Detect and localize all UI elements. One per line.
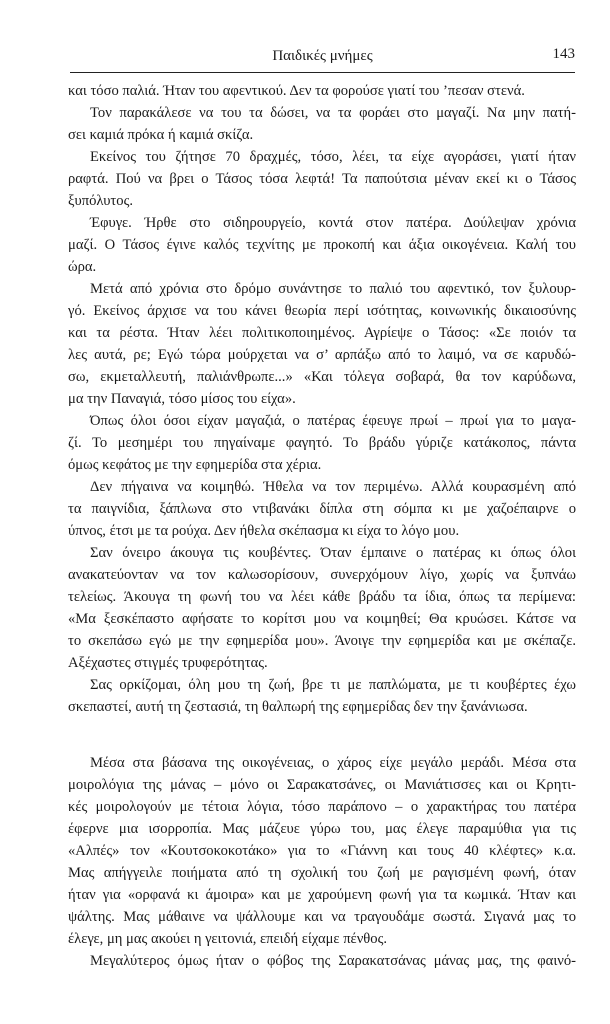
text-line: ώρα. [68, 259, 97, 275]
text-line: Τον παρακάλεσε να του τα δώσει, να τα φοράει στο μαγαζί. Να μην πατή- [90, 105, 576, 121]
text-line: Σαν όνειρο άκουγα τις κουβέντες. Όταν έμπαινε ο πατέρας κι όπως όλοι [90, 545, 576, 561]
text-line: όμως κεφάτος με την εφημερίδα στα χέρια. [68, 457, 322, 473]
text-line: Έφυγε. Ήρθε στο σιδηρουργείο, κοντά στον πατέρα. Δούλεψαν χρόνια [90, 215, 576, 231]
text-line: κές μοιρολογούν με τέτοια λόγια, τόσο παράπονο – ο χαρακτήρας του πατέρα [68, 799, 576, 815]
text-line: μα την Παναγιά, τόσο μίσος του είχα». [68, 391, 296, 407]
text-line: ύπνος, έτσι με τα ρούχα. Δεν ήθελα σκέπασμα κι είχα το λόγο μου. [68, 523, 460, 539]
running-title: Παιδικές μνήμες [272, 48, 373, 64]
text-line: Μετά από χρόνια στο δρόμο συνάντησε το παλιό του αφεντικό, τον ξυλουρ- [90, 281, 576, 297]
text-line: ψάλτης. Μας μάθαινε να ψάλλουμε και να τραγουδάμε σωστά. Σιγανά μας το [68, 909, 576, 925]
text-line: ανακατεύονταν να τον καλωσορίσουν, συνερχόμουν λίγο, χωρίς να ξυπνάω [68, 567, 576, 583]
section-one [68, 80, 576, 718]
text-line: «Μα ξεσκέπαστο αφήσατε το κορίτσι μου να κοιμηθεί; Θα κρυώσει. Κάτσε να [68, 611, 576, 627]
page-number: 143 [552, 46, 575, 62]
section-two [68, 752, 576, 972]
text-line: Δεν πήγαινα να κοιμηθώ. Ήθελα να τον περιμένω. Αλλά κουρασμένη από [90, 479, 576, 495]
text-line: τελείως. Άκουγα τη φωνή του να λέει κάθε βράδυ τα ίδια, όπως τα περίμενα: [68, 589, 576, 605]
header-rule [70, 72, 575, 73]
text-line: Μας απήγγειλε ποιήματα από τη σχολική του ζωή με ραγισμένη φωνή, όταν [68, 865, 576, 881]
text-line: σει καμιά πρόκα ή καμιά σκίζα. [68, 127, 254, 143]
text-line: «Αλπές» τον «Κουτσοκοκοτάκο» για το «Γιάννη και τους 40 κλέφτες» κ.α. [68, 843, 576, 859]
text-line: και τα ρέστα. Ήταν λέει πολιτικοποιημένος. Αγρίεψε ο Τάσος: «Σε ποιόν τα [68, 325, 576, 341]
text-line: γό. Εκείνος άρχισε να του κάνει θεωρία περί ισότητας, κοινωνικής δικαιοσύνης [68, 303, 576, 319]
text-line: έλεγε, μη μας ακούει η γειτονιά, επειδή είχαμε πένθος. [68, 931, 388, 947]
text-line: Αξέχαστες στιγμές τρυφερότητας. [68, 655, 268, 671]
body-text [68, 80, 576, 972]
text-line: σω, εκμεταλλευτή, παλιάνθρωπε...» «Και τόλεγα σοβαρά, θα τον καρύδωνα, [68, 369, 576, 385]
text-line: Μέσα στα βάσανα της οικογένειας, ο χάρος είχε μεγάλο μεράδι. Μέσα στα [90, 755, 576, 771]
text-line: Σας ορκίζομαι, όλη μου τη ζωή, βρε τι με παπλώματα, με τι κουβέρτες έχω [90, 677, 576, 693]
text-line: ήταν για «ορφανά κι άμοιρα» και με χαρούμενη φωνή για τα κωμικά. Ήταν και [68, 887, 576, 903]
section-break [68, 718, 576, 752]
page-header [70, 44, 575, 72]
text-line: και τόσο παλιά. Ήταν του αφεντικού. Δεν τα φορούσε γιατί του ’πεσαν στενά. [68, 83, 525, 99]
text-line: μοιρολόγια της μάνας – μόνο οι Σαρακατσάνες, οι Μανιάτισσες και οι Κρητι- [68, 777, 576, 793]
text-line: ραφτά. Πού να βρει ο Τάσος τόσα λεφτά! Τα παπούτσια μέναν εκεί κι ο Τάσος [68, 171, 576, 187]
text-line: μαζί. Ο Τάσος έγινε καλός τεχνίτης με προκοπή και άξια οικογένεια. Καλή του [68, 237, 576, 253]
text-line: τα παιγνίδια, ξάπλωνα στο ντιβανάκι δίπλα στη σόμπα κι με χαζοέπαιρνε ο [68, 501, 576, 517]
text-line: το σκεπάσω εγώ με την εφημερίδα μου». Άνοιγε την εφημερίδα και με σκέπαζε. [68, 633, 576, 649]
text-line: σκεπαστεί, αυτή τη ζεστασιά, τη θαλπωρή της εφημερίδας δεν την ξανάνιωσα. [68, 699, 528, 715]
text-line: έφερνε μια ισορροπία. Μας μάζευε γύρω του, μας έλεγε παραμύθια για τις [68, 821, 576, 837]
text-line: ξυπόλυτος. [68, 193, 134, 209]
text-line: ζί. Το μεσημέρι του πηγαίναμε φαγητό. Το βράδυ γύριζε κατάκοπος, πάντα [68, 435, 576, 451]
text-line: Όπως όλοι όσοι είχαν μαγαζιά, ο πατέρας έφευγε πρωί – πρωί για το μαγα- [90, 413, 576, 429]
text-line: Εκείνος του ζήτησε 70 δραχμές, τόσο, λέει, τα είχε αγοράσει, γιατί ήταν [90, 149, 576, 165]
text-line: Μεγαλύτερος όμως ήταν ο φόβος της Σαρακατσάνας μάνας μας, της φαινό- [90, 953, 576, 969]
text-line: λες αυτά, ρε; Εγώ τώρα μούρχεται να σ’ αρπάξω από το λαιμό, να σε καρυδώ- [68, 347, 576, 363]
